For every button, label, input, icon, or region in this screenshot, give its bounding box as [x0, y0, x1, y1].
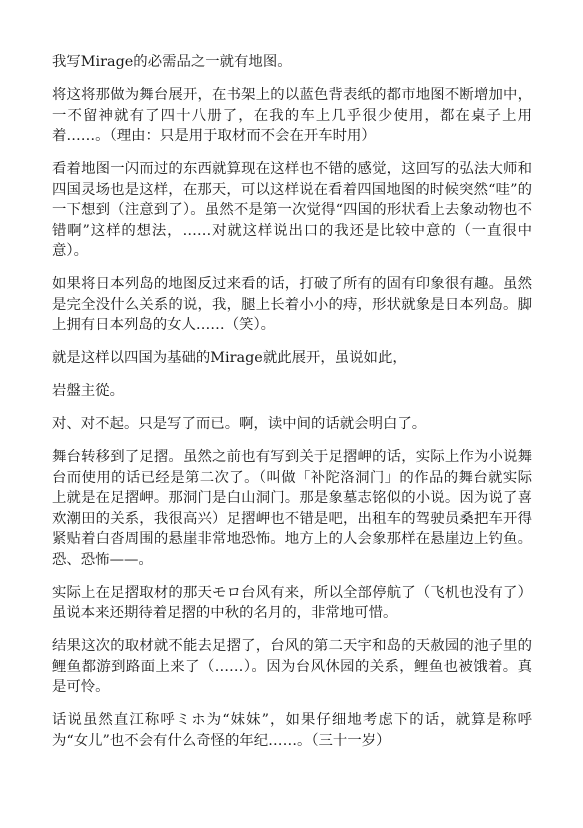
- paragraph-map-collection: 将这将那做为舞台展开，在书架上的以蓝色背表纸的都市地图不断增加中，一不留神就有了四十八册了，在我的车上几乎很少使用，都在桌子上用着……。（理由：只是用于取材而不会在开车时用）: [52, 87, 532, 144]
- paragraph-naoe-miho: 话说虽然直江称呼ミホ为“妹妹”，如果仔细地考虑下的话，就算是称呼为“女儿”也不会有什么奇怪的年纪……。（三十一岁）: [52, 712, 532, 749]
- paragraph-japan-inverted: 如果将日本列岛的地图反过来看的话，打破了所有的固有印象很有趣。虽然是完全没什么关系的说，我，腿上长着小小的痔，形状就象是日本列岛。脚上拥有日本列岛的女人……（笑）。: [52, 276, 532, 333]
- paragraph-maps-necessity: 我写Mirage的必需品之一就有地图。: [52, 54, 292, 70]
- paragraph-shikoku-shape: 看着地图一闪而过的东西就算现在这样也不错的感觉，这回写的弘法大师和四国灵场也是这样，在那天，可以这样说在看着四国地图的时候突然“哇”的一下想到（注意到了）。虽然不是第一次觉得“四国的形状看上去象动物也不错啊”这样的想法，……对就这样说出口的我还是比较中意的（一直很中意）。: [52, 161, 532, 259]
- paragraph-carp: 结果这次的取材就不能去足摺了，台风的第二天宇和岛的天赦园的池子里的鲤鱼都游到路面上来了（……）。因为台风休园的关系，鲤鱼也被饿着。真是可怜。: [52, 638, 532, 695]
- paragraph-mirage-unfolds: 就是这样以四国为基础的Mirage就此展开，虽说如此，: [52, 350, 407, 366]
- paragraph-apology: 对、对不起。只是写了而已。啊，读中间的话就会明白了。: [52, 416, 427, 432]
- paragraph-ashizuri-stage: 舞台转移到了足摺。虽然之前也有写到关于足摺岬的话，实际上作为小说舞台而使用的话已经是第二次了。（叫做「补陀洛洞门」的作品的舞台就实际上就是在足摺岬。那洞门是白山洞门。那是象墓志铭似的小说。因为说了喜欢潮田的关系，我很高兴）足摺岬也不错是吧，出租车的驾驶员桑把车开得紧贴着白沓周围的悬崖非常地恐怖。地方上的人会象那样在悬崖边上钓鱼。恐、恐怖——。: [52, 449, 532, 568]
- document-body: [52, 52, 532, 764]
- paragraph-ganban: 岩盤主從。: [52, 383, 124, 399]
- paragraph-typhoon: 实际上在足摺取材的那天モロ台风有来，所以全部停航了（飞机也没有了）虽说本来还期待着足摺的中秋的名月的，非常地可惜。: [52, 584, 532, 621]
